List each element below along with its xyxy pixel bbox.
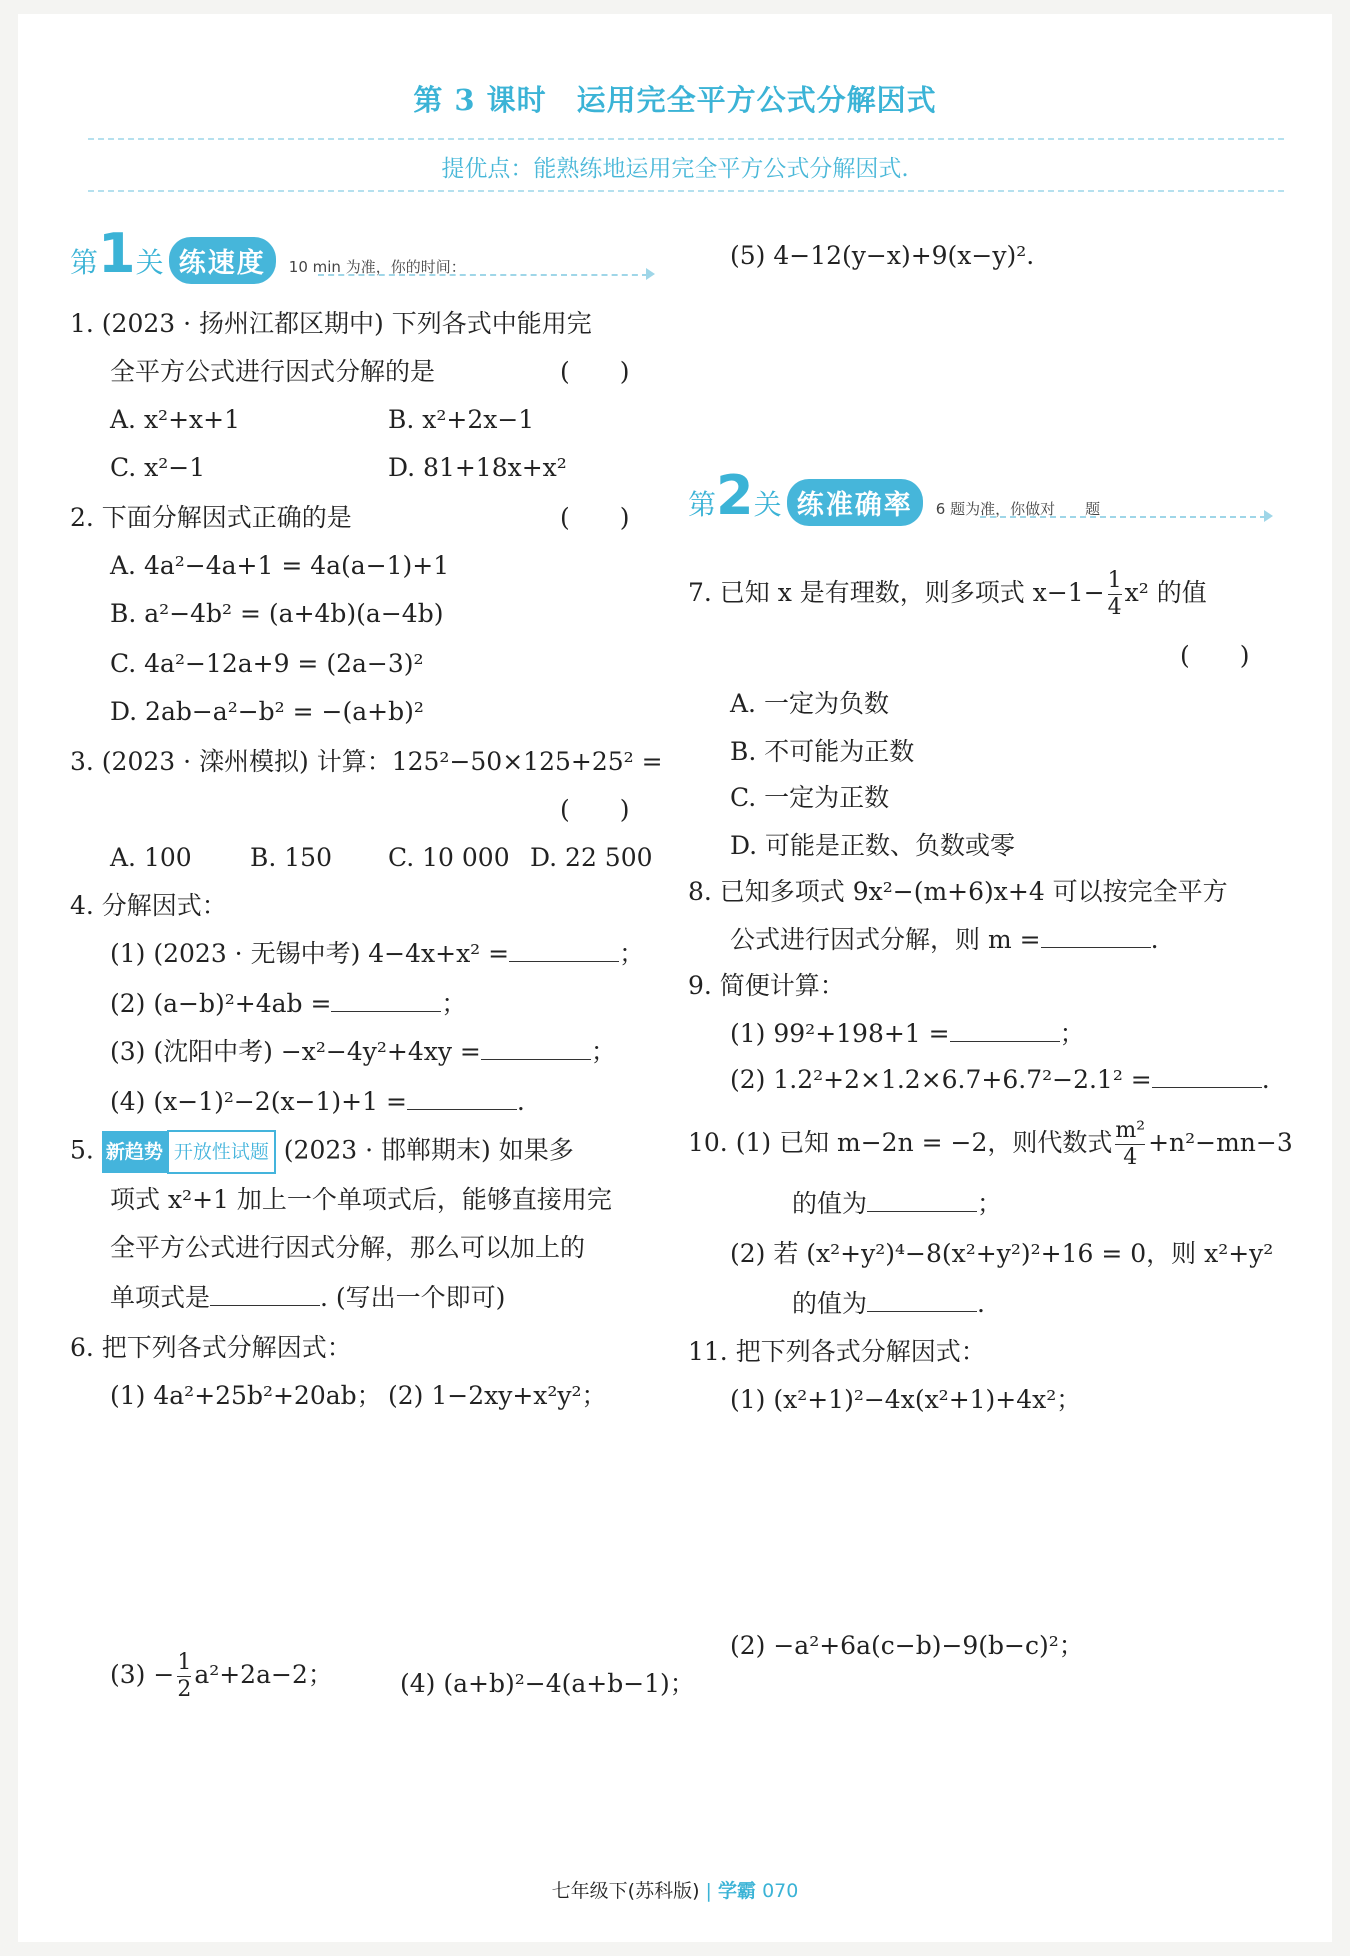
q7: 7. 已知 x 是有理数，则多项式 x−1− $\frac{1}{4}$ x² 的值 (688, 568, 1207, 620)
footer (18, 1876, 1332, 1903)
divider (88, 138, 1284, 140)
q9-2: (2) 1.2²+2×1.2×6.7+6.7²−2.1² = . (730, 1060, 1270, 1100)
q5-line2: 项式 x²+1 加上一个单项式后，能够直接用完 (110, 1185, 612, 1214)
q3-option-d: D. 22 500 (530, 843, 653, 872)
q3-option-b: B. 150 (250, 843, 332, 872)
level2-note: 6 题为准，你做对 题 (935, 500, 1101, 518)
q10-1: 10. (1) 已知 m−2n = −2，则代数式 $\frac{\text{m²}}{4}$ +n²−mn−3 (688, 1118, 1293, 1170)
q5-line3: 全平方公式进行因式分解，那么可以加上的 (110, 1233, 586, 1262)
q4: 4. 分解因式： (70, 891, 227, 920)
footer-brand: 学霸 (718, 1880, 757, 1902)
answer-paren: ( ) (560, 503, 630, 532)
q6-1: (1) 4a²+25b²+20ab； (110, 1381, 382, 1410)
q5-tag-trend: 新趋势 (102, 1131, 167, 1173)
q9: 9. 简便计算： (688, 971, 845, 1000)
q1-option-a: A. x²+x+1 (110, 405, 240, 434)
q6: 6. 把下列各式分解因式： (70, 1333, 352, 1362)
q1-option-c: C. x²−1 (110, 453, 206, 482)
q10-1-line2: 的值为 ； (792, 1184, 1002, 1224)
divider (980, 516, 1266, 518)
footer-separator: | (705, 1880, 712, 1902)
q3: 3. (2023 · 滦州模拟) 计算：125²−50×125+25² = (70, 747, 663, 776)
q3-option-c: C. 10 000 (388, 843, 510, 872)
q5-line1: 5. 新趋势 开放性试题 (2023 · 邯郸期末) 如果多 (70, 1130, 574, 1174)
q7-option-b: B. 不可能为正数 (730, 737, 915, 766)
q4-1: (1) (2023 · 无锡中考) 4−4x+x² = ； (110, 934, 644, 974)
q2-option-b: B. a²−4b² = (a+4b)(a−4b) (110, 599, 444, 628)
arrow-icon (646, 268, 655, 280)
lesson-title: 第 3 课时 运用完全平方公式分解因式 (413, 83, 937, 117)
divider (318, 274, 648, 276)
q5-number: 5. (70, 1135, 94, 1165)
level1-badge: 练速度 (169, 237, 276, 284)
q5-line4: 单项式是 . (写出一个即可) (110, 1278, 505, 1318)
q8-line2: 公式进行因式分解，则 m = . (730, 920, 1159, 960)
answer-paren: ( ) (1180, 641, 1250, 670)
q6-2: (2) 1−2xy+x²y²； (388, 1381, 607, 1410)
level2-number: 2 (716, 464, 754, 527)
q8-line1: 8. 已知多项式 9x²−(m+6)x+4 可以按完全平方 (688, 877, 1228, 906)
page-number: 070 (762, 1880, 799, 1902)
answer-paren: ( ) (560, 357, 630, 386)
level1-number: 1 (98, 222, 136, 285)
q10-2-line2: 的值为 . (792, 1284, 985, 1324)
q10-2: (2) 若 (x²+y²)⁴−8(x²+y²)²+16 = 0，则 x²+y² (730, 1239, 1274, 1268)
level1-prefix: 第 (70, 246, 99, 279)
level2-prefix: 第 (688, 488, 717, 521)
q6-3: (3) − $\frac{1}{2}$ a²+2a−2； (110, 1650, 333, 1702)
q1-option-b: B. x²+2x−1 (388, 405, 535, 434)
q4-3: (3) (沈阳中考) −x²−4y²+4xy = ； (110, 1032, 616, 1072)
q2-option-a: A. 4a²−4a+1 = 4a(a−1)+1 (110, 551, 450, 580)
q6-4: (4) (a+b)²−4(a+b−1)； (400, 1669, 695, 1698)
level2-badge: 练准确率 (787, 479, 923, 526)
q2: 2. 下面分解因式正确的是 (70, 503, 352, 532)
q11-2: (2) −a²+6a(c−b)−9(b−c)²； (730, 1631, 1084, 1660)
q2-option-d: D. 2ab−a²−b² = −(a+b)² (110, 697, 424, 726)
q11-1: (1) (x²+1)²−4x(x²+1)+4x²； (730, 1385, 1082, 1414)
footer-book: 七年级下(苏科版) (551, 1880, 700, 1902)
answer-paren: ( ) (560, 795, 630, 824)
q11: 11. 把下列各式分解因式： (688, 1337, 986, 1366)
level1-suffix: 关 (135, 246, 164, 279)
q7-option-d: D. 可能是正数、负数或零 (730, 831, 1016, 860)
q1-option-d: D. 81+18x+x² (388, 453, 567, 482)
q5-tag-open: 开放性试题 (167, 1130, 276, 1174)
q9-1: (1) 99²+198+1 = ； (730, 1014, 1085, 1054)
q7-option-c: C. 一定为正数 (730, 783, 890, 812)
q3-option-a: A. 100 (110, 843, 192, 872)
q2-option-c: C. 4a²−12a+9 = (2a−3)² (110, 649, 424, 678)
arrow-icon (1264, 510, 1273, 522)
focus-point: 提优点：能熟练地运用完全平方公式分解因式. (441, 156, 909, 182)
level2-suffix: 关 (753, 488, 782, 521)
page (18, 14, 1332, 1942)
q7-option-a: A. 一定为负数 (730, 689, 889, 718)
q1-line1: 1. (2023 · 扬州江都区期中) 下列各式中能用完 (70, 309, 592, 338)
divider (88, 190, 1284, 192)
q4-2: (2) (a−b)²+4ab = ； (110, 984, 466, 1024)
level1-note: 10 min 为准，你的时间： (288, 258, 466, 276)
q1-line2: 全平方公式进行因式分解的是 (110, 357, 436, 386)
q6-5: (5) 4−12(y−x)+9(x−y)². (730, 241, 1035, 270)
q4-4: (4) (x−1)²−2(x−1)+1 = . (110, 1082, 525, 1122)
